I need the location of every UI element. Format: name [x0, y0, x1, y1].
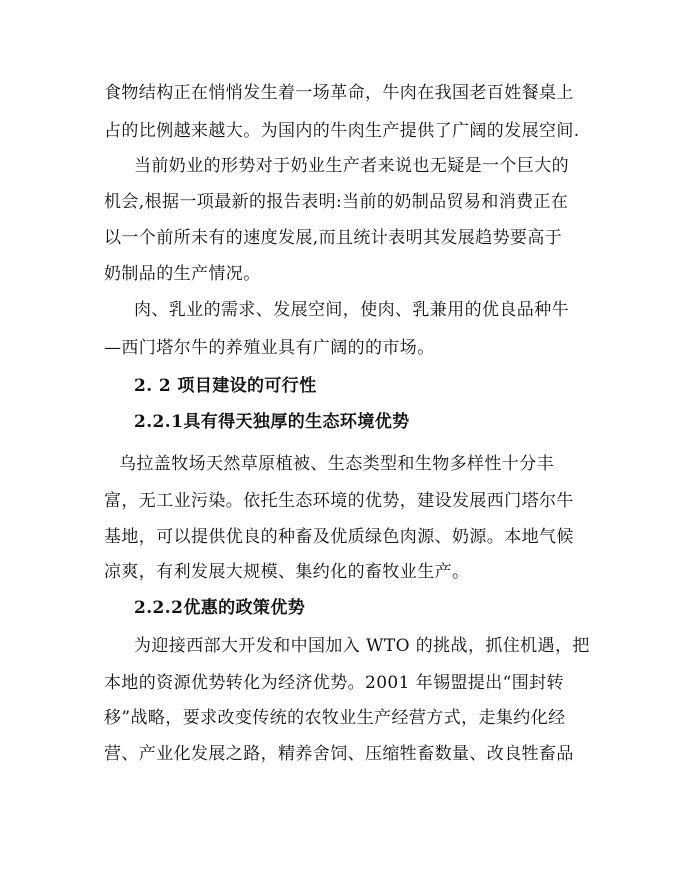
paragraph-line: 富，无工业污染。依托生态环境的优势，建设发展西门塔尔牛 [104, 491, 574, 511]
paragraph-line: 基地，可以提供优良的种畜及优质绿色肉源、奶源。本地气候 [104, 527, 574, 547]
paragraph-line: 以一个前所未有的速度发展,而且统计表明其发展趋势要高于 [104, 228, 563, 248]
paragraph-line: 为迎接西部大开发和中国加入 WTO 的挑战，抓住机遇，把 [134, 636, 590, 656]
paragraph-line: 食物结构正在悄悄发生着一场革命，牛肉在我国老百姓餐桌上 [104, 83, 574, 103]
paragraph-line: 本地的资源优势转化为经济优势。2001 年锡盟提出“围封转 [104, 673, 564, 693]
paragraph-line: 凉爽，有利发展大规模、集约化的畜牧业生产。 [104, 562, 470, 582]
paragraph-line: 肉、乳业的需求、发展空间，使肉、乳兼用的优良品种牛 [134, 300, 569, 320]
section-heading-2-2-2: 2.2.2优惠的政策优势 [134, 598, 306, 618]
paragraph-line: 机会,根据一项最新的报告表明:当前的奶制品贸易和消费正在 [104, 192, 569, 212]
paragraph-line: —西门塔尔牛的养殖业具有广阔的的市场。 [104, 338, 435, 358]
paragraph-line: 奶制品的生产情况。 [104, 264, 261, 284]
paragraph-line: 营、产业化发展之路，精养舍饲、压缩牲畜数量、改良牲畜品 [104, 744, 574, 764]
paragraph-line: 占的比例越来越大。为国内的牛肉生产提供了广阔的发展空间. [104, 121, 580, 141]
paragraph-line: 移”战略，要求改变传统的农牧业生产经营方式，走集约化经 [104, 708, 566, 728]
section-heading-2-2: 2. 2 项目建设的可行性 [134, 376, 317, 396]
paragraph-line: 当前奶业的形势对于奶业生产者来说也无疑是一个巨大的 [134, 156, 569, 176]
paragraph-line: 乌拉盖牧场天然草原植被、生态类型和生物多样性十分丰 [119, 454, 554, 474]
section-heading-2-2-1: 2.2.1具有得天独厚的生态环境优势 [134, 412, 410, 432]
